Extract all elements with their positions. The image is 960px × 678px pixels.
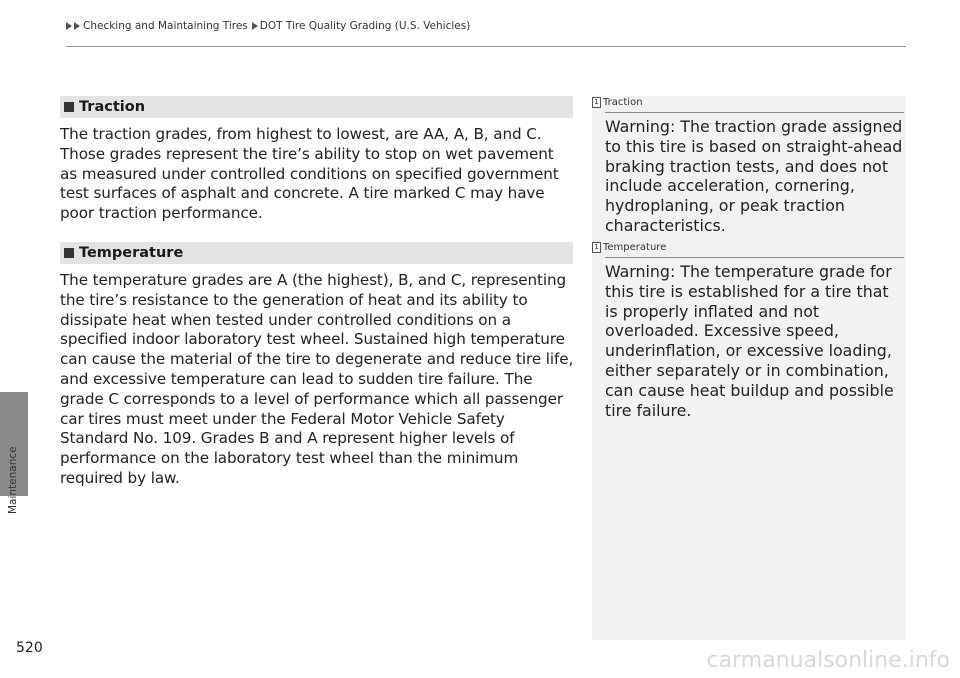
breadcrumb-item-tires[interactable]: Checking and Maintaining Tires — [83, 20, 248, 32]
breadcrumb — [66, 20, 470, 32]
traction-note-text: Warning: The traction grade assigned to this tire is based on straight-ahead braking traction tests, and does not include acceleration, cornering, hydroplaning, or peak traction characteristics. — [605, 117, 903, 235]
traction-heading — [60, 96, 573, 118]
header-divider — [66, 46, 906, 47]
note-reference-icon: 1 — [592, 242, 601, 253]
traction-heading-label: Traction — [79, 99, 146, 115]
traction-note-title-label: Traction — [603, 97, 643, 108]
temperature-note-title-label: Temperature — [603, 242, 667, 253]
square-bullet-icon — [64, 248, 74, 258]
traction-note-title — [592, 97, 906, 108]
breadcrumb-item-dot-grading[interactable]: DOT Tire Quality Grading (U.S. Vehicles) — [259, 20, 471, 32]
note-reference-icon: 1 — [592, 97, 601, 108]
temperature-heading — [60, 242, 573, 264]
temperature-heading-label: Temperature — [79, 245, 184, 261]
traction-body: The traction grades, from highest to lowest, are AA, A, B, and C. Those grades represent the tire’s ability to stop on wet pavement as measured under controlled conditions on specified government test surfaces of asphalt and concrete. A tire marked C may have poor traction performance. — [60, 125, 559, 223]
watermark: carmanualsonline.info — [706, 648, 950, 673]
temperature-note-title — [592, 242, 906, 253]
page-number: 520 — [16, 640, 43, 656]
breadcrumb-arrow-icon — [252, 22, 258, 30]
temperature-body: The temperature grades are A (the highest), B, and C, representing the tire’s resistance to the generation of heat and its ability to dissipate heat when tested under controlled conditions on a specified indoor laboratory test wheel. Sustained high temperature can cause the material of the tire to degenerate and reduce tire life, and excessive temperature can lead to sudden tire failure. The grade C corresponds to a level of performance which all passenger car tires must meet under the Federal Motor Vehicle Safety Standard No. 109. Grades B and A represent higher levels of performance on the laboratory test wheel than the minimum required by law. — [60, 271, 574, 487]
breadcrumb-arrow-icon — [74, 22, 80, 30]
temperature-note-text: Warning: The temperature grade for this tire is established for a tire that is properly inflated and not overloaded. Excessive speed, underinflation, or excessive loading, either separately or in combination, can cause heat buildup and possible tire failure. — [605, 262, 894, 420]
chapter-label: Maintenance — [7, 446, 19, 514]
note-divider — [605, 257, 904, 258]
note-divider — [605, 112, 904, 113]
breadcrumb-arrow-icon — [66, 22, 72, 30]
square-bullet-icon — [64, 102, 74, 112]
